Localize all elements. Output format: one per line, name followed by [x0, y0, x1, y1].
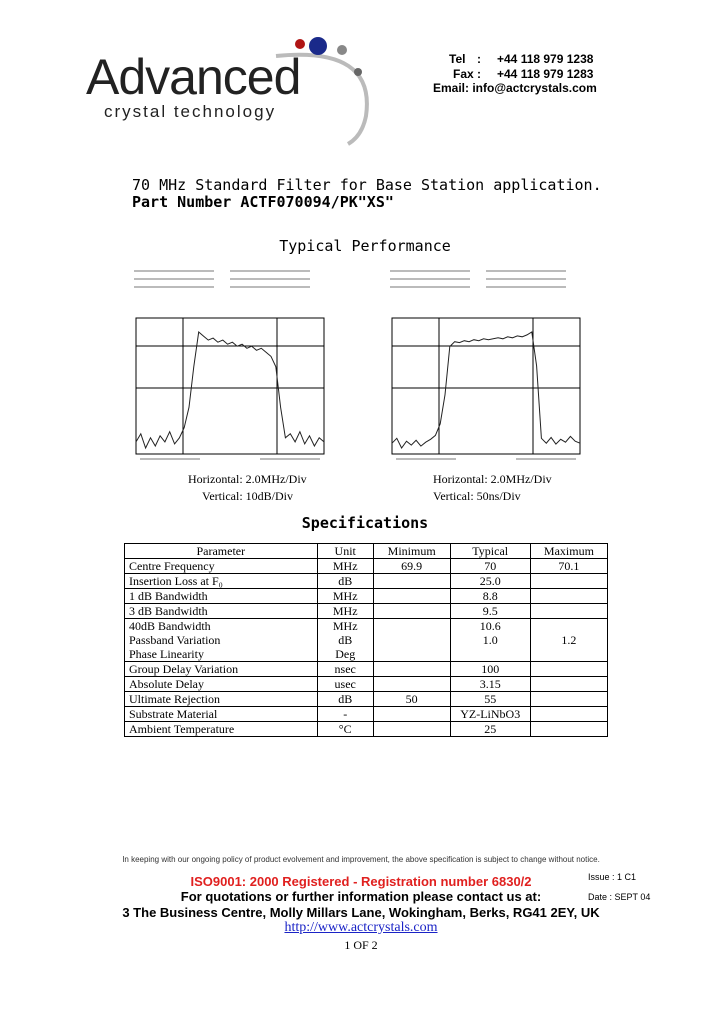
left-plot-horizontal-scale: Horizontal: 2.0MHz/Div	[188, 472, 307, 486]
quotation-notice: For quotations or further information please contact us at:	[180, 889, 542, 904]
iso-registration: ISO9001: 2000 Registered - Registration number 6830/2	[190, 874, 532, 889]
spec-row	[125, 677, 608, 692]
spec-cell-parameter: Insertion Loss at F₀	[125, 574, 318, 589]
spec-row	[125, 722, 608, 737]
spec-cell-typical: 55	[450, 692, 530, 707]
spec-cell-typical: 9.5	[450, 604, 530, 619]
left-trace-line	[136, 332, 324, 448]
spec-cell-unit: MHz dB Deg	[317, 619, 373, 662]
spec-cell-parameter: Substrate Material	[125, 707, 318, 722]
fax-separator: :	[477, 67, 481, 81]
spec-row	[125, 707, 608, 722]
website-link[interactable]: http://www.actcrystals.com	[284, 920, 438, 935]
spec-table-head	[125, 544, 608, 559]
spec-cell-parameter: Ultimate Rejection	[125, 692, 318, 707]
spec-cell-minimum	[373, 707, 450, 722]
right-plot-frame	[392, 318, 580, 454]
issue-number: Issue : 1 C1	[588, 872, 637, 882]
spec-cell-unit: -	[317, 707, 373, 722]
spec-cell-unit: MHz	[317, 589, 373, 604]
spec-cell-minimum: 50	[373, 692, 450, 707]
spec-cell-minimum	[373, 662, 450, 677]
spec-cell-unit: nsec	[317, 662, 373, 677]
right-readout-stripe	[486, 286, 566, 288]
tel-number: +44 118 979 1238	[497, 52, 594, 66]
spec-cell-maximum	[530, 604, 607, 619]
policy-notice: In keeping with our ongoing policy of product evolvement and improvement, the above specification is subject to change without notice.	[122, 855, 600, 864]
left-footer-stripe	[140, 458, 200, 460]
spec-cell-maximum	[530, 662, 607, 677]
left-readout-stripe	[230, 278, 310, 280]
right-trace-line	[392, 332, 580, 448]
spec-table-body	[125, 559, 608, 737]
right-readout-stripe	[486, 278, 566, 280]
fax-label: Fax	[453, 67, 474, 81]
spec-cell-minimum	[373, 589, 450, 604]
right-footer-stripe	[516, 458, 576, 460]
left-footer-stripe	[260, 458, 320, 460]
right-readout-stripe	[486, 270, 566, 272]
spec-cell-parameter: 40dB Bandwidth Passband Variation Phase Linearity	[125, 619, 318, 662]
spec-cell-unit: °C	[317, 722, 373, 737]
spec-cell-parameter: Ambient Temperature	[125, 722, 318, 737]
left-readout-stripe	[230, 270, 310, 272]
spec-row	[125, 604, 608, 619]
spec-cell-minimum	[373, 619, 450, 662]
spec-row	[125, 662, 608, 677]
spec-cell-parameter: 3 dB Bandwidth	[125, 604, 318, 619]
spec-row	[125, 692, 608, 707]
spec-cell-maximum	[530, 589, 607, 604]
fax-number: +44 118 979 1283	[497, 67, 594, 81]
spec-cell-typical: YZ-LiNbO3	[450, 707, 530, 722]
spec-row	[125, 619, 608, 662]
spec-header-unit: Unit	[317, 544, 373, 559]
page-number: 1 OF 2	[344, 938, 378, 952]
company-logo	[86, 36, 376, 146]
left-readout-stripe	[134, 278, 214, 280]
spec-cell-typical: 3.15	[450, 677, 530, 692]
spec-cell-maximum	[530, 722, 607, 737]
spec-cell-typical: 100	[450, 662, 530, 677]
right-readout-stripe	[390, 286, 470, 288]
right-footer-stripe	[396, 458, 456, 460]
spec-cell-typical: 8.8	[450, 589, 530, 604]
spec-row	[125, 559, 608, 574]
spec-cell-maximum: 1.2	[530, 619, 607, 662]
spec-cell-maximum	[530, 677, 607, 692]
spec-cell-maximum	[530, 707, 607, 722]
right-plot-vertical-scale: Vertical: 50ns/Div	[433, 489, 521, 503]
right-readout-stripe	[390, 270, 470, 272]
spec-header-maximum: Maximum	[530, 544, 607, 559]
spec-cell-unit: dB	[317, 692, 373, 707]
spec-cell-unit: MHz	[317, 604, 373, 619]
logo-tagline: crystal technology	[104, 102, 277, 121]
frequency-response-plot	[130, 266, 330, 466]
spec-cell-minimum	[373, 604, 450, 619]
logo-wordmark: Advanced	[86, 49, 301, 105]
left-readout-stripe	[134, 270, 214, 272]
spec-cell-typical: 70	[450, 559, 530, 574]
spec-cell-parameter: Centre Frequency	[125, 559, 318, 574]
spec-row	[125, 589, 608, 604]
left-plot-frame	[136, 318, 324, 454]
spec-cell-unit: dB	[317, 574, 373, 589]
spec-cell-typical: 25.0	[450, 574, 530, 589]
left-plot-vertical-scale: Vertical: 10dB/Div	[202, 489, 293, 503]
spec-cell-maximum: 70.1	[530, 559, 607, 574]
spec-cell-minimum: 69.9	[373, 559, 450, 574]
spec-cell-unit: usec	[317, 677, 373, 692]
spec-cell-minimum	[373, 722, 450, 737]
group-delay-plot	[386, 266, 586, 466]
company-address: 3 The Business Centre, Molly Millars Lane, Wokingham, Berks, RG41 2EY, UK	[122, 905, 600, 920]
left-readout-stripe	[134, 286, 214, 288]
spec-row	[125, 574, 608, 589]
specifications-heading: Specifications	[301, 514, 429, 532]
specifications-table	[124, 543, 608, 737]
part-number: Part Number ACTF070094/PK"XS"	[132, 193, 394, 211]
issue-date: Date : SEPT 04	[588, 892, 651, 902]
spec-cell-typical: 25	[450, 722, 530, 737]
spec-cell-parameter: Absolute Delay	[125, 677, 318, 692]
tel-separator: :	[477, 52, 481, 66]
spec-cell-typical: 10.6 1.0	[450, 619, 530, 662]
spec-header-typical: Typical	[450, 544, 530, 559]
right-readout-stripe	[390, 278, 470, 280]
tel-label: Tel	[449, 52, 466, 66]
document-title: 70 MHz Standard Filter for Base Station application.	[132, 176, 602, 194]
spec-cell-minimum	[373, 677, 450, 692]
spec-cell-unit: MHz	[317, 559, 373, 574]
spec-header-minimum: Minimum	[373, 544, 450, 559]
typical-performance-heading: Typical Performance	[279, 237, 451, 255]
spec-header-parameter: Parameter	[125, 544, 318, 559]
spec-cell-minimum	[373, 574, 450, 589]
left-readout-stripe	[230, 286, 310, 288]
spec-cell-maximum	[530, 574, 607, 589]
contact-email[interactable]: Email: info@actcrystals.com	[433, 81, 597, 95]
spec-header-row	[125, 544, 608, 559]
right-plot-horizontal-scale: Horizontal: 2.0MHz/Div	[433, 472, 552, 486]
spec-cell-parameter: 1 dB Bandwidth	[125, 589, 318, 604]
spec-cell-maximum	[530, 692, 607, 707]
spec-cell-parameter: Group Delay Variation	[125, 662, 318, 677]
